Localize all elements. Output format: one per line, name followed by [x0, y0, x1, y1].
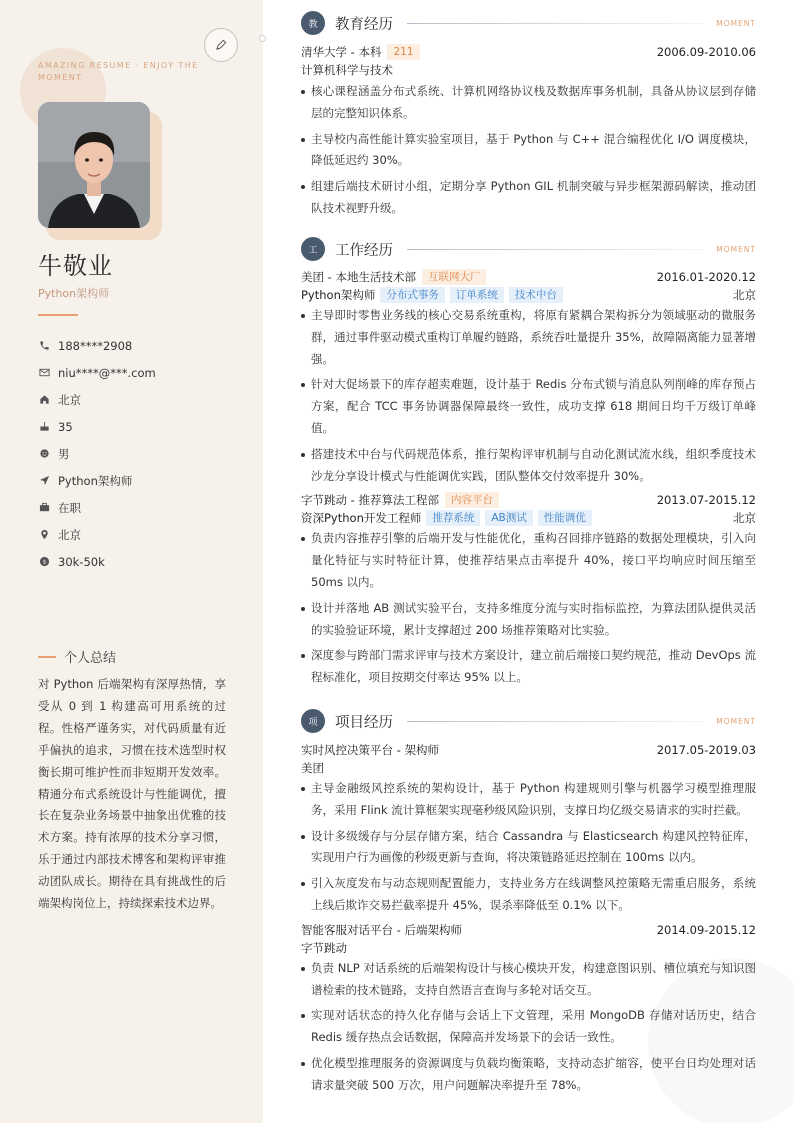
- project-entry: [301, 741, 756, 917]
- mail-icon: [38, 367, 50, 379]
- skill-tag: 推荐系统: [426, 510, 480, 526]
- skill-tag: AB测试: [485, 510, 532, 526]
- entry-subline: [301, 61, 756, 79]
- major: 计算机科学与技术: [301, 63, 393, 77]
- bullet-item: 主导即时零售业务线的核心交易系统重构，将原有紧耦合架构拆分为领域驱动的微服务群，通过事件驱动模式重构订单履约链路，系统吞吐量提升 35%，故障隔离能力显著增强。: [301, 305, 756, 370]
- entry-subline: [301, 759, 756, 777]
- info-text: 35: [58, 419, 73, 434]
- school-name: 清华大学 - 本科: [301, 45, 382, 59]
- send-icon: [38, 475, 50, 487]
- bullet-list: [301, 81, 756, 220]
- info-text: Python架构师: [58, 473, 133, 488]
- info-gender: [38, 440, 156, 467]
- entry-date: 2017.05-2019.03: [656, 743, 756, 757]
- entry-date: 2016.01-2020.12: [656, 270, 756, 284]
- entry-subline: [301, 939, 756, 957]
- position-group: [301, 287, 563, 303]
- project-org: 美团: [301, 761, 324, 775]
- bullet-item: 实现对话状态的持久化存储与会话上下文管理，采用 MongoDB 存储对话历史，结合 Redis 缓存热点会话数据，保障高并发场景下的会话一致性。: [301, 1005, 756, 1049]
- tagline: AMAZING RESUME · ENJOY THE MOMENT: [38, 61, 199, 82]
- position: Python架构师: [301, 288, 376, 302]
- section-title: 教育经历: [335, 16, 393, 33]
- entry-title-group: [301, 44, 420, 60]
- sidebar: [0, 0, 263, 1123]
- info-text: 30k-50k: [58, 554, 105, 569]
- info-target-role: [38, 467, 156, 494]
- project-name: 实时风控决策平台 - 架构师: [301, 743, 439, 757]
- phone-icon: [38, 340, 50, 352]
- section-tag: MOMENT: [716, 18, 756, 28]
- project-name: 智能客服对话平台 - 后端架构师: [301, 922, 462, 937]
- home-icon: [38, 394, 50, 406]
- entry-header: [301, 921, 756, 939]
- project-section: [301, 708, 756, 1101]
- info-text: 188****2908: [58, 338, 133, 353]
- work-entry: [301, 491, 756, 689]
- project-entry: [301, 921, 756, 1097]
- section-rule: [407, 23, 704, 24]
- info-phone: [38, 332, 156, 359]
- bullet-list: [301, 778, 756, 917]
- work-section: [301, 236, 756, 693]
- bullet-item: 引入灰度发布与动态规则配置能力，支持业务方在线调整风控策略无需重启服务，系统上线后欺诈交易拦截率提升 45%，误杀率降低至 0.1% 以下。: [301, 873, 756, 917]
- salary-icon: [38, 556, 50, 568]
- info-text: 北京: [58, 392, 81, 407]
- bullet-item: 主导金融级风控系统的架构设计，基于 Python 构建规则引擎与机器学习模型推理服务，采用 Flink 流计算框架实现毫秒级风险识别，支撑日均亿级交易请求的实时拦截。: [301, 778, 756, 822]
- project-org: 字节跳动: [301, 940, 347, 955]
- entry-header: [301, 491, 756, 509]
- bullet-list: [301, 305, 756, 487]
- location-icon: [38, 529, 50, 541]
- bullet-item: 优化模型推理服务的资源调度与负载均衡策略，支持动态扩缩容，使平台日均处理对话请求量突破 500 万次，用户问题解决率提升至 78%。: [301, 1053, 756, 1097]
- contact-info-list: [38, 332, 156, 575]
- info-salary: [38, 548, 156, 575]
- section-badge: 项: [301, 709, 325, 733]
- summary-heading: [38, 647, 116, 666]
- section-title: 工作经历: [335, 242, 393, 259]
- school-tag: 211: [387, 44, 419, 60]
- work-entry: [301, 268, 756, 487]
- entry-header: [301, 268, 756, 286]
- summary-text: 对 Python 后端架构有深厚热情，享受从 0 到 1 构建高可用系统的过程。性格严谨务实，对代码质量有近乎偏执的追求，习惯在技术选型时权衡长期可维护性而非短期开发效率。精通分布式系统设计与性能调优，擅长在复杂业务场景中抽象出优雅的技术方案。持有浓厚的技术分享习惯，乐于通过内部技术博客和架构评审推动团队成长。期待在具有挑战性的后端架构岗位上，持续探索技术边界。: [38, 677, 226, 911]
- entry-subline: [301, 286, 756, 304]
- bullet-item: 组建后端技术研讨小组，定期分享 Python GIL 机制突破与异步框架源码解读，推动团队技术视野升级。: [301, 176, 756, 220]
- entry-title-group: [301, 492, 499, 508]
- entry-date: 2014.09-2015.12: [656, 922, 756, 937]
- education-section: [301, 10, 756, 224]
- education-entry: [301, 43, 756, 220]
- skill-tag: 技术中台: [509, 287, 563, 303]
- bullet-item: 设计并落地 AB 测试实验平台，支持多维度分流与实时指标监控，为算法团队提供灵活的实验验证环境，累计支撑超过 200 场推荐策略对比实验。: [301, 598, 756, 642]
- summary-title: 个人总结: [64, 651, 117, 666]
- city: 北京: [733, 288, 756, 302]
- city: 北京: [733, 511, 756, 526]
- bullet-list: [301, 528, 756, 689]
- bullet-item: 设计多级缓存与分层存储方案，结合 Cassandra 与 Elasticsearch 构建风控特征库，实现用户行为画像的秒级更新与查询，将决策链路延迟控制在 100ms 以内。: [301, 826, 756, 870]
- entry-subline: [301, 509, 756, 527]
- bullet-item: 负责 NLP 对话系统的后端架构设计与核心模块开发，构建意图识别、槽位填充与知识图谱检索的技术链路，支持自然语言查询与多轮对话交互。: [301, 958, 756, 1002]
- gender-icon: [38, 448, 50, 460]
- bullet-item: 负责内容推荐引擎的后端开发与性能优化，重构召回排序链路的数据处理模块，引入向量化特征与实时特征计算，使推荐结果点击率提升 40%，接口平均响应时间压缩至 50ms 以内。: [301, 528, 756, 593]
- skill-tag: 性能调优: [538, 510, 592, 526]
- info-email: [38, 359, 156, 386]
- info-hometown: [38, 386, 156, 413]
- position-group: [301, 510, 592, 526]
- info-location: [38, 521, 156, 548]
- pen-icon: [214, 38, 228, 52]
- section-rule: [407, 721, 704, 722]
- entry-title-group: [301, 269, 486, 285]
- skill-tag: 分布式事务: [380, 287, 445, 303]
- section-header: [301, 236, 756, 262]
- avatar: [38, 102, 150, 228]
- section-tag: MOMENT: [716, 716, 756, 726]
- accent-divider: [38, 314, 78, 316]
- section-badge: 教: [301, 11, 325, 35]
- bullet-item: 针对大促场景下的库存超卖难题，设计基于 Redis 分布式锁与消息队列削峰的库存预占方案，配合 TCC 事务协调器保障最终一致性，成功支撑 618 期间日均千万级订单峰值。: [301, 374, 756, 439]
- candidate-role: Python架构师: [38, 287, 110, 300]
- info-status: [38, 494, 156, 521]
- entry-header: [301, 741, 756, 759]
- bullet-item: 搭建技术中台与代码规范体系，推行架构评审机制与自动化测试流水线，组织季度技术沙龙分享设计模式与性能调优实践，团队整体交付效率提升 30%。: [301, 444, 756, 488]
- briefcase-icon: [38, 502, 50, 514]
- info-age: [38, 413, 156, 440]
- info-text: 男: [58, 446, 70, 461]
- company-tag: 互联网大厂: [422, 269, 487, 285]
- section-tag: MOMENT: [716, 244, 756, 254]
- entry-date: 2006.09-2010.06: [656, 45, 756, 59]
- cake-icon: [38, 421, 50, 433]
- section-title: 项目经历: [335, 714, 393, 731]
- bullet-item: 核心课程涵盖分布式系统、计算机网络协议栈及数据库事务机制，具备从协议层到存储层的完整知识体系。: [301, 81, 756, 125]
- position: 资深Python开发工程师: [301, 511, 422, 526]
- info-text: 北京: [58, 527, 81, 542]
- company-tag: 内容平台: [445, 492, 499, 508]
- info-text: 在职: [58, 500, 81, 515]
- company-name: 字节跳动 - 推荐算法工程部: [301, 493, 439, 508]
- svg-text:$: $: [42, 559, 46, 566]
- profile-photo-frame: [38, 102, 162, 240]
- skill-tag: 订单系统: [450, 287, 504, 303]
- bullet-item: 主导校内高性能计算实验室项目，基于 Python 与 C++ 混合编程优化 I/O 调度模块，降低延迟约 30%。: [301, 129, 756, 173]
- entry-date: 2013.07-2015.12: [656, 493, 756, 508]
- section-rule: [407, 249, 704, 250]
- company-name: 美团 - 本地生活技术部: [301, 270, 416, 284]
- info-text: niu****@***.com: [58, 365, 156, 380]
- section-badge: 工: [301, 237, 325, 261]
- entry-header: [301, 43, 756, 61]
- edit-handle-dot: [259, 35, 266, 42]
- section-header: [301, 708, 756, 734]
- summary-accent-bar: [38, 656, 56, 658]
- section-header: [301, 10, 756, 36]
- candidate-name: 牛敬业: [38, 252, 113, 280]
- bullet-item: 深度参与跨部门需求评审与技术方案设计，建立前后端接口契约规范，推动 DevOps 流程标准化，项目按期交付率达 95% 以上。: [301, 645, 756, 689]
- edit-button[interactable]: [204, 28, 238, 62]
- bullet-list: [301, 958, 756, 1097]
